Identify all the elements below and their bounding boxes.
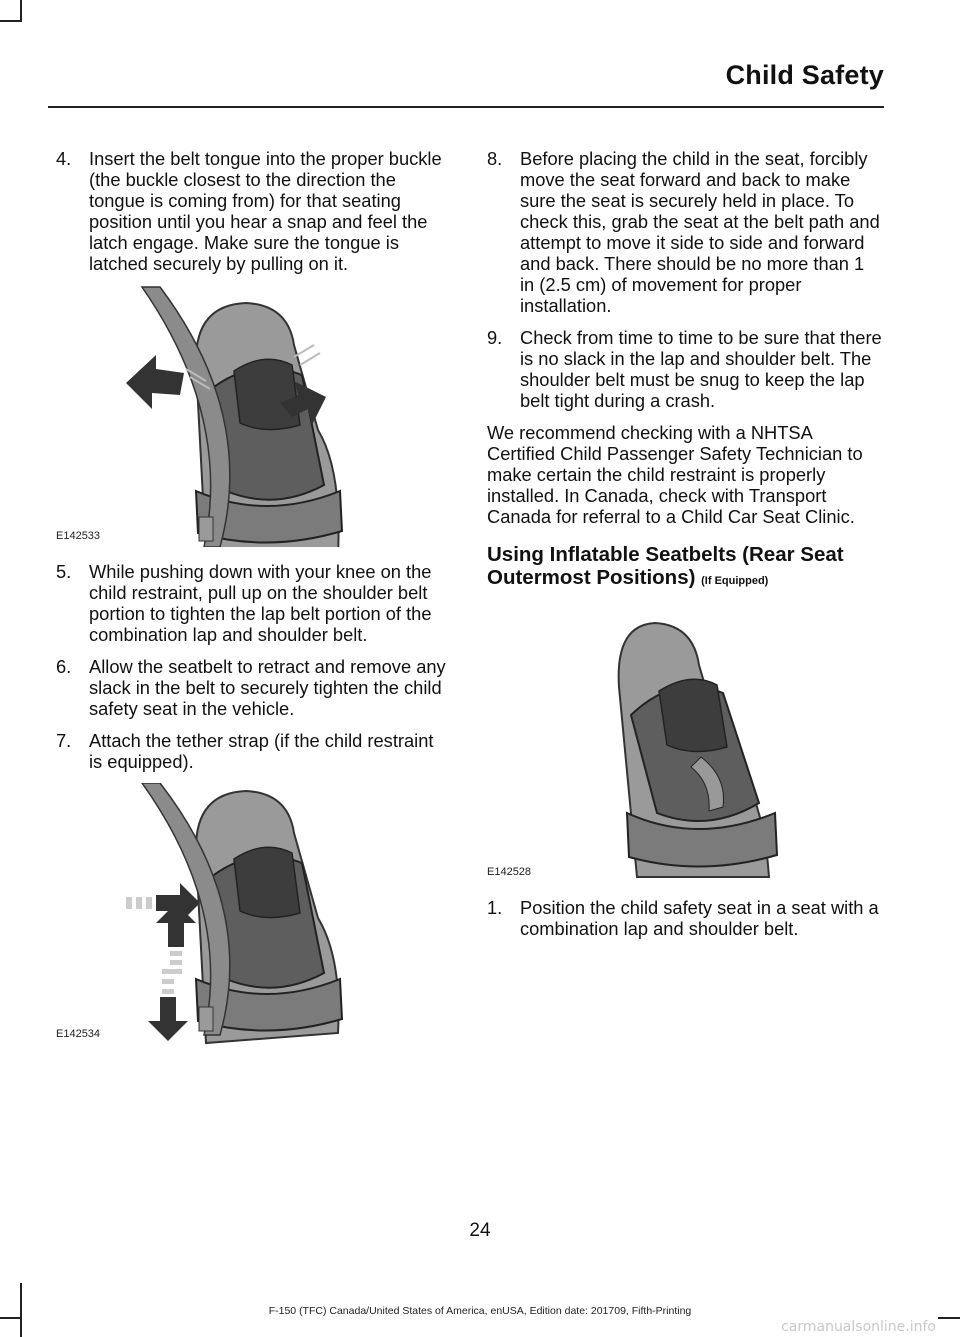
- step-number: 7.: [56, 730, 72, 751]
- left-column: [56, 148, 451, 1059]
- section-heading: [487, 543, 882, 593]
- figure-code: E142528: [487, 866, 532, 878]
- step-9: [487, 327, 882, 411]
- crop-mark: [20, 0, 22, 22]
- child-seat-illustration: [487, 607, 882, 883]
- page-title: Child Safety: [725, 60, 884, 90]
- step-text: Before placing the child in the seat, forcibly move the seat forward and back to make sure the seat is securely held in place. To check this, grab the seat at the belt path and attempt to move it side to side and forward and back. There should be no more than 1 in (2.5 cm) of movement for proper installation.: [520, 148, 880, 316]
- right-column: [487, 148, 882, 950]
- step-text: Check from time to time to be sure that there is no slack in the lap and shoulder belt. The shoulder belt must be snug to keep the lap belt tight during a crash.: [520, 327, 882, 411]
- child-seat-illustration: [56, 285, 451, 547]
- crop-mark: [0, 20, 22, 22]
- figure-inflatable-seat: [487, 607, 882, 883]
- step-1: [487, 897, 882, 939]
- watermark: carmanualsonline.info: [781, 1319, 936, 1335]
- step-8: [487, 148, 882, 316]
- step-7: [56, 730, 451, 772]
- recommendation-paragraph: We recommend checking with a NHTSA Certified Child Passenger Safety Technician to make certain the child restraint is properly installed. In Canada, check with Transport Canada for referral to a Child Car Seat Clinic.: [487, 422, 863, 527]
- section-heading-suffix: (If Equipped): [701, 575, 769, 587]
- footer-edition-info: F-150 (TFC) Canada/United States of America, enUSA, Edition date: 201709, Fifth-Printing: [268, 1305, 692, 1317]
- step-5: [56, 561, 451, 645]
- step-number: 8.: [487, 148, 503, 169]
- figure-tighten-belt: [56, 783, 451, 1045]
- figure-seat-belt-insert: [56, 285, 451, 547]
- figure-code: E142534: [56, 1028, 101, 1040]
- header-divider: [48, 106, 884, 108]
- crop-mark: [0, 1317, 22, 1319]
- step-text: Position the child safety seat in a seat with a combination lap and shoulder belt.: [520, 897, 879, 939]
- step-text: Allow the seatbelt to retract and remove any slack in the belt to securely tighten the child safety seat in the vehicle.: [89, 656, 446, 719]
- step-text: Attach the tether strap (if the child restraint is equipped).: [89, 730, 434, 772]
- step-number: 6.: [56, 656, 72, 677]
- section-heading-text: Using Inflatable Seatbelts (Rear Seat Outermost Positions): [487, 543, 844, 589]
- step-6: [56, 656, 451, 719]
- step-number: 4.: [56, 148, 72, 169]
- step-number: 5.: [56, 561, 72, 582]
- figure-code: E142533: [56, 530, 101, 542]
- child-seat-illustration: [56, 783, 451, 1045]
- step-text: While pushing down with your knee on the child restraint, pull up on the shoulder belt portion to tighten the lap belt portion of the combination lap and shoulder belt.: [89, 561, 432, 645]
- step-4: [56, 148, 451, 274]
- step-number: 9.: [487, 327, 503, 348]
- step-text: Insert the belt tongue into the proper buckle (the buckle closest to the direction the tongue is coming from) for that seating position until you hear a snap and feel the latch engage. Make sure the tongue is latched securely by pulling on it.: [89, 148, 442, 274]
- page-number: 24: [469, 1220, 491, 1241]
- step-number: 1.: [487, 897, 503, 918]
- crop-mark: [938, 1317, 960, 1319]
